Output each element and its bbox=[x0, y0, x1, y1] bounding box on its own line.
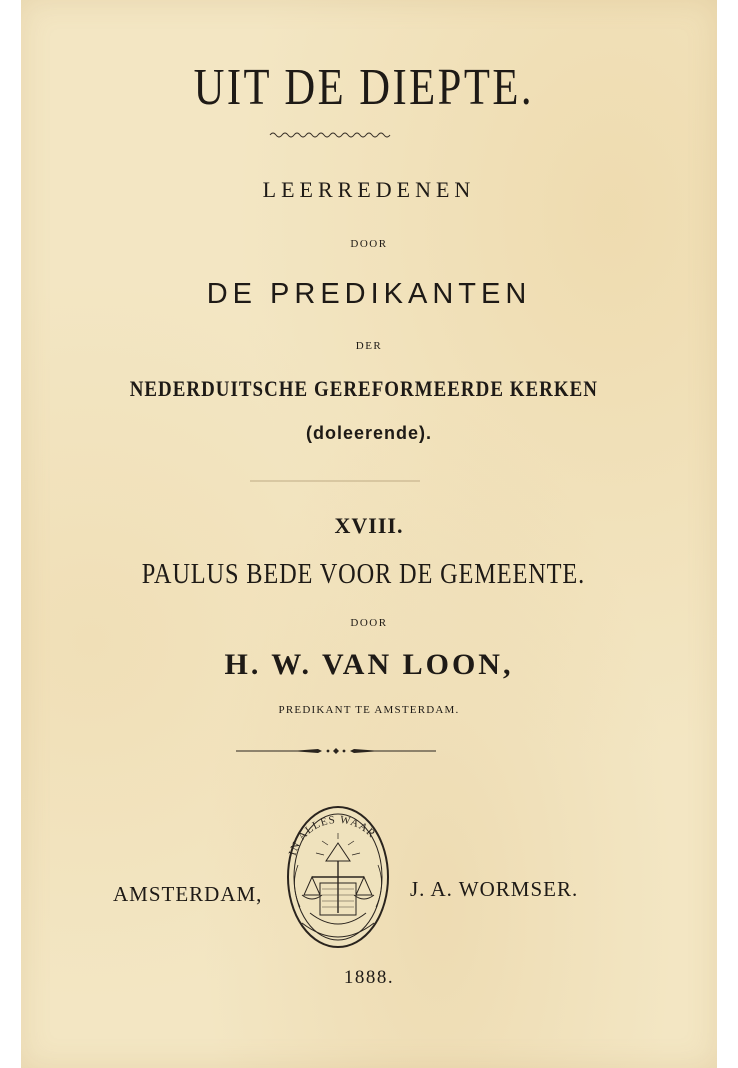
publication-year: 1888. bbox=[343, 967, 395, 988]
der-label: DER bbox=[355, 340, 383, 352]
wavy-rule bbox=[268, 128, 392, 140]
door-label: DOOR bbox=[350, 617, 388, 629]
publisher-name: J. A. WORMSER. bbox=[410, 877, 579, 901]
publisher-emblem bbox=[280, 795, 396, 965]
door-label: DOOR bbox=[350, 238, 388, 250]
book-title: UIT DE DIEPTE. bbox=[193, 59, 534, 116]
ornamental-divider bbox=[236, 745, 436, 757]
churches-qualifier: (doleerende). bbox=[305, 423, 433, 443]
publication-place: AMSTERDAM, bbox=[113, 882, 263, 906]
sermon-title: PAULUS BEDE VOOR DE GEMEENTE. bbox=[141, 558, 586, 590]
faint-divider bbox=[250, 479, 420, 483]
author-role: PREDIKANT TE AMSTERDAM. bbox=[278, 704, 460, 716]
authors-group: DE PREDIKANTEN bbox=[206, 278, 532, 310]
author-name: H. W. VAN LOON, bbox=[224, 648, 514, 681]
emblem-motto: IN ALLES WAAR bbox=[286, 813, 378, 857]
volume-number: XVIII. bbox=[334, 513, 404, 538]
series-type: LEERREDENEN bbox=[262, 177, 476, 202]
churches-name: NEDERDUITSCHE GEREFORMEERDE KERKEN bbox=[129, 376, 598, 401]
